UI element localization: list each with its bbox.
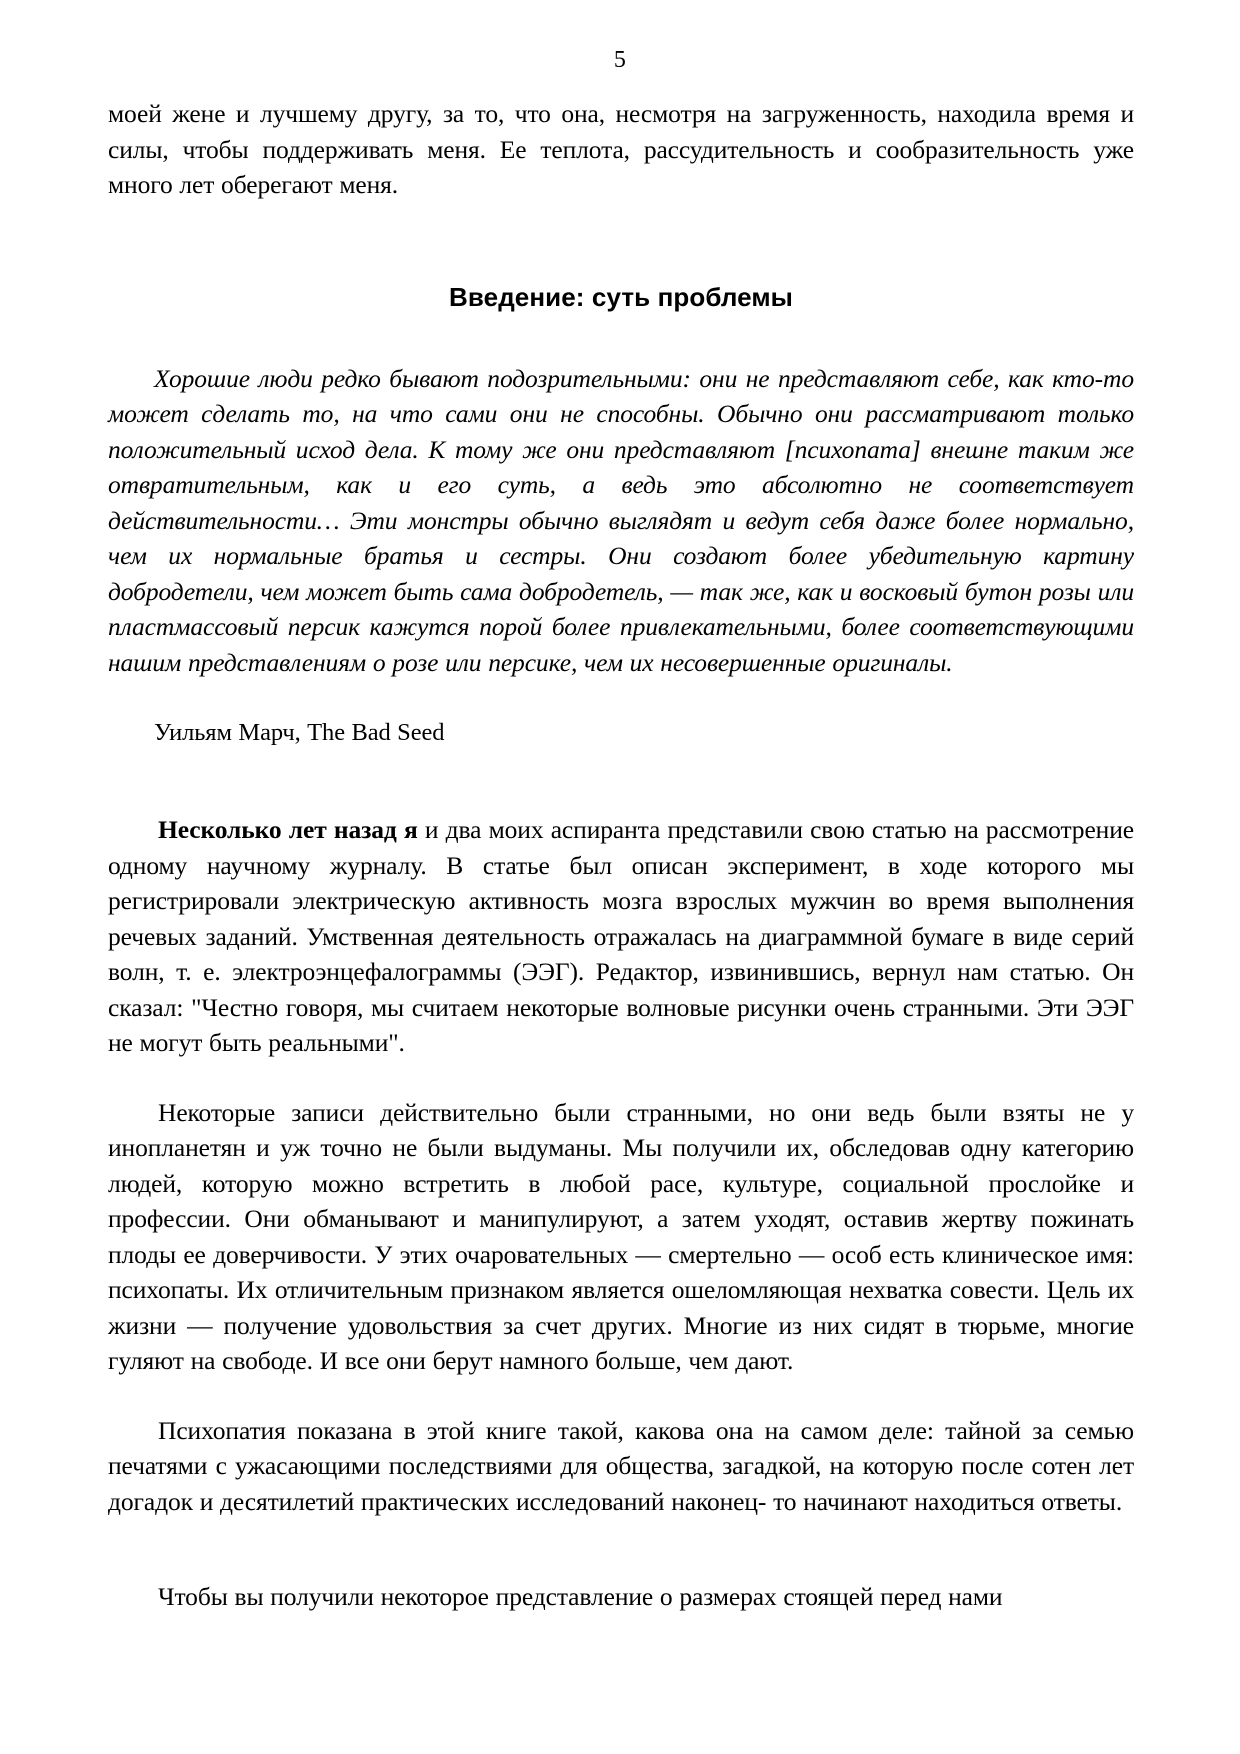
section-heading: Введение: суть проблемы <box>449 281 793 312</box>
epigraph-text: Хорошие люди редко бывают подозрительными: они не представляют себе, как кто-то может сделать то, на что сами они не способны. Обычно они рассматривают только положительный исход дела. К тому же они представляют [психопата] внешне таким же отвратительным, как и его суть, а ведь это абсолютно не соответствует действительности… Эти монстры обычно выглядят и ведут себя даже более нормально, чем их нормальные братья и сестры. Они создают более убедительную картину добродетели, чем может быть сама добродетель, — так же, как и восковый бутон розы или пластмассовый персик кажутся порой более привлекательными, более соответствующими нашим представлениям о розе или персике, чем их несовершенные оригиналы. <box>108 363 1134 677</box>
paragraph-lead-in: Несколько лет назад я <box>158 815 418 844</box>
body-paragraph-1 <box>108 812 1134 1061</box>
body-paragraph-2: Некоторые записи действительно были странными, но они ведь были взяты не у инопланетян и уж точно не были выдуманы. Мы получили их, обследовав одну категорию людей, которую можно встретить в любой расе, культуре, социальной прослойке и профессии. Они обманывают и манипулируют, а затем уходят, оставив жертву пожинать плоды ее доверчивости. У этих очаровательных — смертельно — особ есть клиническое имя: психопаты. Их отличительным признаком является ошеломляющая нехватка совести. Цель их жизни — получение удовольствия за счет других. Многие из них сидят в тюрьме, многие гуляют на свободе. И все они берут намного больше, чем дают. <box>108 1097 1134 1375</box>
paragraph-text: и два моих аспиранта представили свою статью на рассмотрение одному научному журналу. В статье был описан эксперимент, в ходе которого мы регистрировали электрическую активность мозга взрослых мужчин во время выполнения речевых заданий. Умственная деятельность отражалась на диаграммной бумаге в виде серий волн, т. е. электроэнцефалограммы (ЭЭГ). Редактор, извинившись, вернул нам статью. Он сказал: "Честно говоря, мы считаем некоторые волновые рисунки очень странными. Эти ЭЭГ не могут быть реальными". <box>108 815 1134 1057</box>
text-column <box>108 96 1134 1615</box>
body-paragraph-3: Психопатия показана в этой книге такой, какова она на самом деле: тайной за семью печатями с ужасающими последствиями для общества, загадкой, на которую после сотен лет догадок и десятилетий практических исследований наконец‑ то начинают находиться ответы. <box>108 1415 1134 1516</box>
epigraph-attribution: Уильям Марч, The Bad Seed <box>154 719 445 746</box>
page-number: 5 <box>613 47 627 73</box>
continuation-paragraph: моей жене и лучшему другу, за то, что она, несмотря на загруженность, находила время и силы, чтобы поддерживать меня. Ее теплота, рассудительность и сообразительность уже много лет оберегают меня. <box>108 99 1134 199</box>
page-last-line: Чтобы вы получили некоторое представление о размерах стоящей перед нами <box>158 1582 1003 1611</box>
